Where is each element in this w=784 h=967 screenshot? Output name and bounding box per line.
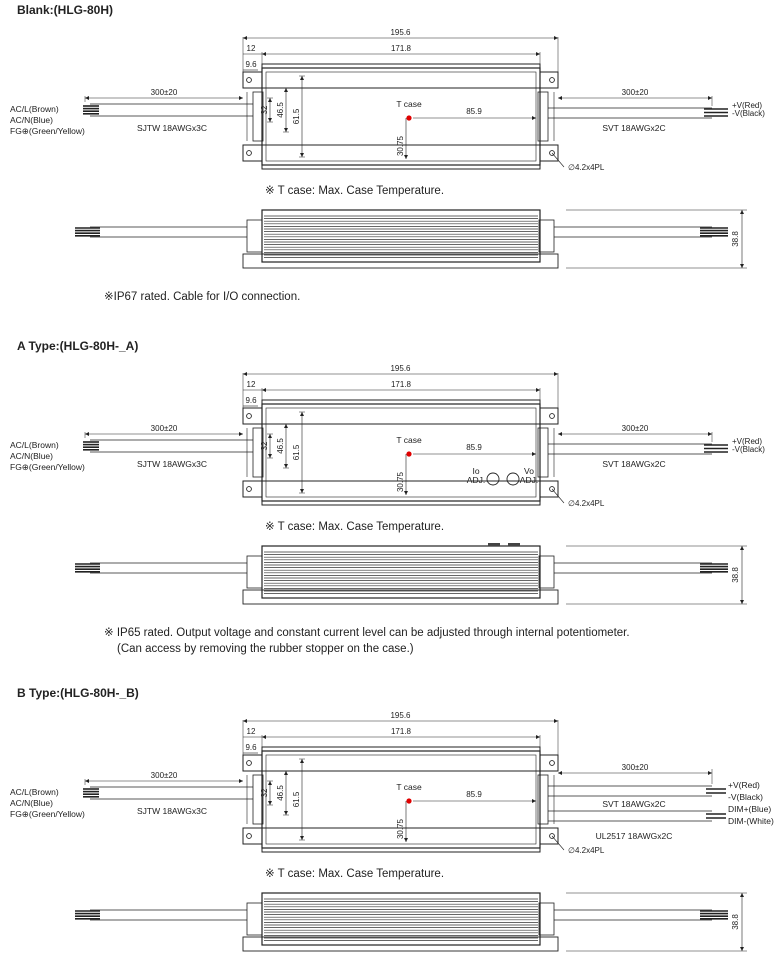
arrow-head — [708, 96, 712, 100]
dimension-label: 195.6 — [390, 711, 411, 720]
section-title: B Type:(HLG-80H-_B) — [17, 686, 139, 700]
tcase-note: ※ T case: Max. Case Temperature. — [265, 868, 445, 880]
side-output-gland — [539, 556, 554, 588]
section-note: ※ IP65 rated. Output voltage and constant current level can be adjusted through internal potentiometer. — [104, 627, 630, 639]
tcase-note: ※ T case: Max. Case Temperature. — [265, 185, 445, 197]
arrow-head — [536, 735, 540, 739]
output-wire-label: +V(Red) — [732, 437, 763, 446]
dimension-label: 85.9 — [466, 443, 482, 452]
arrow-head — [284, 464, 288, 468]
hole-callout: ∅4.2x4PL — [568, 499, 605, 508]
arrow-head — [268, 454, 272, 458]
arrow-head — [268, 118, 272, 122]
dim-cable-type: UL2517 18AWGx2C — [595, 831, 673, 841]
dimension-label: 300±20 — [621, 763, 649, 772]
side-output-gland — [539, 903, 554, 935]
mounting-hole — [247, 834, 252, 839]
input-cable-type: SJTW 18AWGx3C — [136, 123, 208, 133]
arrow-head — [300, 153, 304, 157]
arrow-head — [536, 388, 540, 392]
side-output-gland — [539, 220, 554, 252]
arrow-head — [740, 600, 744, 604]
rubber-stopper — [488, 543, 500, 546]
arrow-head — [239, 779, 243, 783]
dimension-label: 195.6 — [390, 28, 411, 37]
arrow-head — [708, 771, 712, 775]
dimension-label: 12 — [246, 380, 256, 389]
dimension-label: 61.5 — [292, 108, 301, 125]
mounting-hole — [550, 78, 555, 83]
input-wire-label: AC/L(Brown) — [10, 787, 59, 797]
arrow-head — [284, 424, 288, 428]
arrow-head — [558, 96, 562, 100]
input-cable-type: SJTW 18AWGx3C — [136, 806, 208, 816]
arrow-head — [558, 771, 562, 775]
dimension-label: 12 — [246, 727, 256, 736]
dim-wire-label: DIM-(White) — [728, 816, 774, 826]
side-flange — [243, 937, 558, 951]
arrow-head — [284, 88, 288, 92]
arrow-head — [85, 779, 89, 783]
dimension-label: 32 — [260, 788, 269, 798]
dimension-label: 61.5 — [292, 791, 301, 808]
section-title: A Type:(HLG-80H-_A) — [17, 339, 139, 353]
tcase-point — [406, 115, 411, 120]
vo-adjust-potentiometer — [507, 473, 519, 485]
section-b — [10, 686, 774, 951]
arrow-head — [268, 781, 272, 785]
arrow-head — [284, 771, 288, 775]
arrow-head — [532, 452, 536, 456]
arrow-head — [262, 735, 266, 739]
hole-callout: ∅4.2x4PL — [568, 163, 605, 172]
section-blank — [10, 3, 765, 303]
arrow-head — [558, 432, 562, 436]
input-cable-type: SJTW 18AWGx3C — [136, 459, 208, 469]
dimension-label: 30.75 — [396, 471, 405, 493]
section-note: ※IP67 rated. Cable for I/O connection. — [104, 291, 301, 303]
arrow-head — [740, 210, 744, 214]
side-flange — [243, 254, 558, 268]
output-wire-label: +V(Red) — [732, 101, 763, 110]
dimension-label: 46.5 — [276, 102, 285, 118]
dimension-label: 300±20 — [150, 424, 178, 433]
arrow-head — [708, 432, 712, 436]
arrow-head — [300, 489, 304, 493]
arrow-head — [740, 893, 744, 897]
input-wire-label: FG⊕(Green/Yellow) — [10, 462, 85, 472]
io-adjust-label: Io — [472, 466, 480, 476]
arrow-head — [532, 116, 536, 120]
input-wire-label: FG⊕(Green/Yellow) — [10, 809, 85, 819]
arrow-head — [243, 36, 247, 40]
dimension-label: 195.6 — [390, 364, 411, 373]
arrow-head — [554, 719, 558, 723]
io-adjust-label: ADJ. — [466, 475, 486, 485]
arrow-head — [268, 434, 272, 438]
dimension-label: 85.9 — [466, 107, 482, 116]
dimension-label: 171.8 — [390, 44, 412, 53]
dimension-label: 38.8 — [731, 567, 740, 583]
dimension-label: 38.8 — [731, 231, 740, 247]
output-cable-type: SVT 18AWGx2C — [602, 799, 666, 809]
arrow-head — [554, 372, 558, 376]
output-wire-label: -V(Black) — [732, 445, 765, 454]
side-flange — [243, 590, 558, 604]
arrow-head — [300, 412, 304, 416]
arrow-head — [262, 388, 266, 392]
arrow-head — [85, 432, 89, 436]
dimension-label: 61.5 — [292, 444, 301, 461]
arrow-head — [554, 36, 558, 40]
dimension-label: 300±20 — [150, 88, 178, 97]
output-wire-label: -V(Black) — [728, 792, 763, 802]
arrow-head — [268, 98, 272, 102]
dimension-label: 30.75 — [396, 818, 405, 840]
output-wire-label: +V(Red) — [728, 780, 760, 790]
mounting-hole — [247, 487, 252, 492]
io-adjust-potentiometer — [487, 473, 499, 485]
arrow-head — [300, 759, 304, 763]
dimension-label: 85.9 — [466, 790, 482, 799]
tcase-label: T case — [396, 99, 422, 109]
tcase-note: ※ T case: Max. Case Temperature. — [265, 521, 445, 533]
mounting-hole — [550, 414, 555, 419]
dimension-label: 30.75 — [396, 135, 405, 157]
mounting-hole — [550, 761, 555, 766]
arrow-head — [243, 372, 247, 376]
input-wire-label: AC/N(Blue) — [10, 451, 53, 461]
output-cable-type: SVT 18AWGx2C — [602, 459, 666, 469]
dimension-label: 46.5 — [276, 438, 285, 454]
side-input-gland — [247, 556, 262, 588]
mounting-hole — [247, 78, 252, 83]
tcase-label: T case — [396, 435, 422, 445]
arrow-head — [740, 546, 744, 550]
mounting-hole — [247, 151, 252, 156]
dimension-label: 32 — [260, 441, 269, 451]
input-wire-label: AC/N(Blue) — [10, 798, 53, 808]
input-wire-label: FG⊕(Green/Yellow) — [10, 126, 85, 136]
section-a — [10, 339, 765, 655]
arrow-head — [243, 719, 247, 723]
output-wire-label: -V(Black) — [732, 109, 765, 118]
arrow-head — [239, 432, 243, 436]
arrow-head — [268, 801, 272, 805]
section-note: (Can access by removing the rubber stopper on the case.) — [117, 643, 414, 655]
arrow-head — [740, 947, 744, 951]
dimension-label: 9.6 — [245, 396, 257, 405]
arrow-head — [284, 128, 288, 132]
hole-callout: ∅4.2x4PL — [568, 846, 605, 855]
dimension-label: 32 — [260, 105, 269, 115]
tcase-label: T case — [396, 782, 422, 792]
dimension-label: 38.8 — [731, 914, 740, 930]
vo-adjust-label: ADJ. — [519, 475, 539, 485]
input-wire-label: AC/L(Brown) — [10, 104, 59, 114]
mounting-hole — [247, 761, 252, 766]
dimension-label: 300±20 — [621, 88, 649, 97]
dimension-label: 300±20 — [621, 424, 649, 433]
side-input-gland — [247, 220, 262, 252]
arrow-head — [239, 96, 243, 100]
input-wire-label: AC/L(Brown) — [10, 440, 59, 450]
dimension-label: 46.5 — [276, 785, 285, 801]
dimension-label: 171.8 — [390, 727, 412, 736]
arrow-head — [300, 836, 304, 840]
arrow-head — [536, 52, 540, 56]
arrow-head — [262, 52, 266, 56]
arrow-head — [532, 799, 536, 803]
tcase-point — [406, 798, 411, 803]
output-cable-type: SVT 18AWGx2C — [602, 123, 666, 133]
section-title: Blank:(HLG-80H) — [17, 3, 114, 17]
tcase-point — [406, 451, 411, 456]
dimension-label: 171.8 — [390, 380, 412, 389]
dimension-label: 12 — [246, 44, 256, 53]
dimension-label: 300±20 — [150, 771, 178, 780]
arrow-head — [284, 811, 288, 815]
vo-adjust-label: Vo — [524, 466, 534, 476]
arrow-head — [300, 76, 304, 80]
side-input-gland — [247, 903, 262, 935]
rubber-stopper — [508, 543, 520, 546]
input-wire-label: AC/N(Blue) — [10, 115, 53, 125]
arrow-head — [740, 264, 744, 268]
dim-wire-label: DIM+(Blue) — [728, 804, 772, 814]
mounting-hole — [247, 414, 252, 419]
arrow-head — [85, 96, 89, 100]
dimension-label: 9.6 — [245, 743, 257, 752]
dimension-label: 9.6 — [245, 60, 257, 69]
